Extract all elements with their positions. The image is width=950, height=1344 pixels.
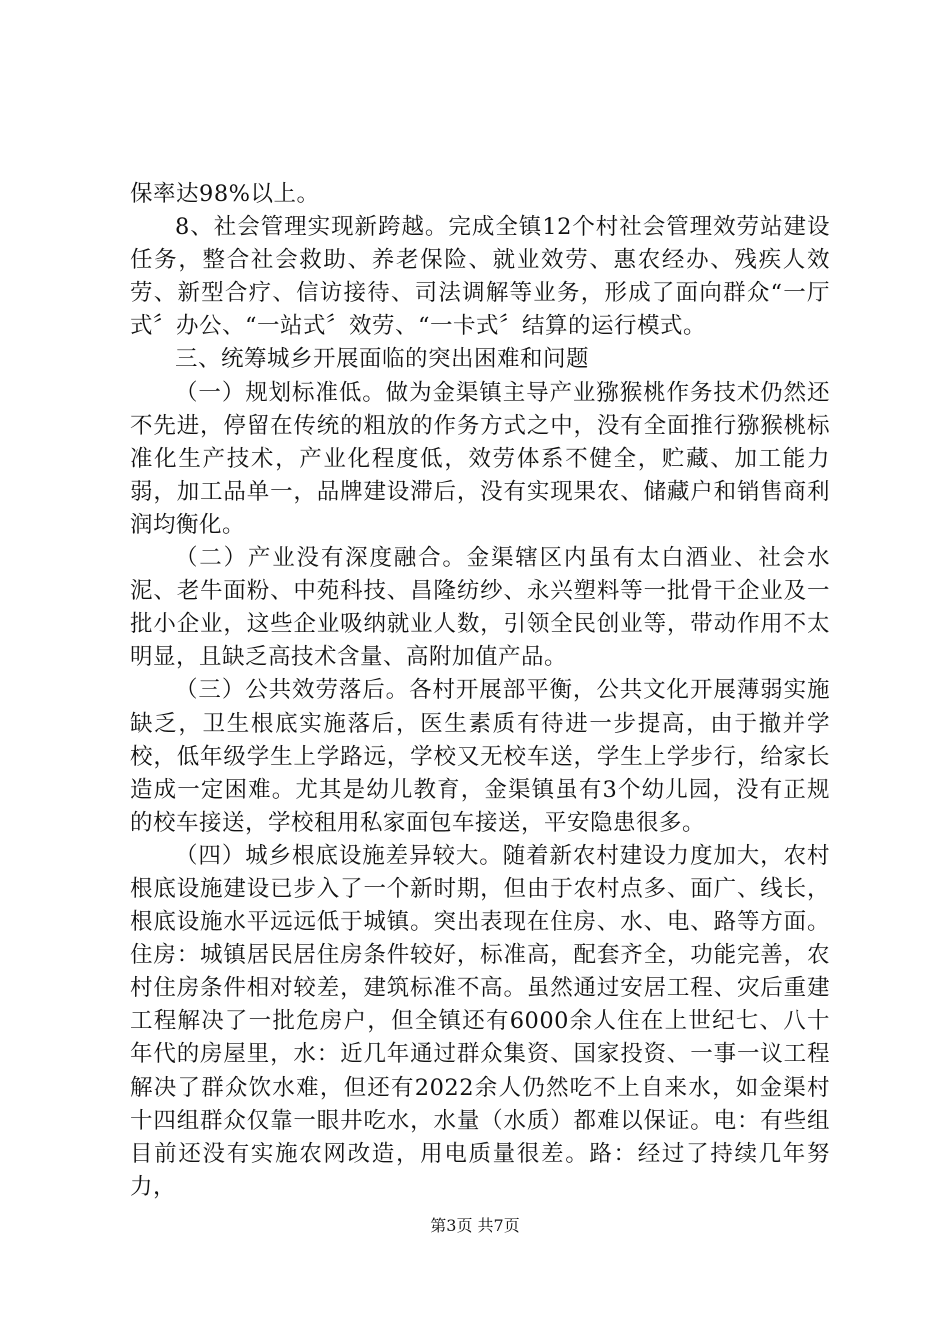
paragraph-issue-4: （四）城乡根底设施差异较大。随着新农村建设力度加大，农村根底设施建设已步入了一个新时期，但由于农村点多、面广、线长，根底设施水平远远低于城镇。突出表现在住房、水、电、路等方面。住房：城镇居民居住房条件较好，标准高，配套齐全，功能完善，农村住房条件相对较差，建筑标准不高。虽然通过安居工程、灾后重建工程解决了一批危房户，但全镇还有6000余人住在上世纪七、八十年代的房屋里，水：近几年通过群众集资、国家投资、一事一议工程解决了群众饮水难，但还有2022余人仍然吃不上自来水，如金渠村十四组群众仅靠一眼井吃水，水量（水质）都难以保证。电：有些组目前还没有实施农网改造，用电质量很差。路：经过了持续几年努力， bbox=[130, 842, 830, 1200]
paragraph-item-8: 8、社会管理实现新跨越。完成全镇12个村社会管理效劳站建设任务，整合社会救助、养老保险、就业效劳、惠农经办、残疾人效劳、新型合疗、信访接待、司法调解等业务，形成了面向群众“一厅式〞办公、“一站式〞效劳、“一卡式〞结算的运行模式。 bbox=[130, 214, 830, 340]
paragraph-continuation: 保率达98%以上。 bbox=[130, 181, 320, 207]
section-heading-3: 三、统筹城乡开展面临的突出困难和问题 bbox=[175, 346, 590, 373]
paragraph-issue-1: （一）规划标准低。做为金渠镇主导产业猕猴桃作务技术仍然还不先进，停留在传统的粗放的作务方式之中，没有全面推行猕猴桃标准化生产技术，产业化程度低，效劳体系不健全，贮藏、加工能力弱，加工品单一，品牌建设滞后，没有实现果农、储藏户和销售商利润均衡化。 bbox=[130, 379, 830, 538]
paragraph-issue-2: （二）产业没有深度融合。金渠辖区内虽有太白酒业、社会水泥、老牛面粉、中苑科技、昌隆纺纱、永兴塑料等一批骨干企业及一批小企业，这些企业吸纳就业人数，引领全民创业等，带动作用不太明显，且缺乏高技术含量、高附加值产品。 bbox=[130, 545, 830, 671]
document-body bbox=[130, 178, 830, 1204]
paragraph-issue-3: （三）公共效劳落后。各村开展部平衡，公共文化开展薄弱实施缺乏，卫生根底实施落后，医生素质有待进一步提高，由于撤并学校，低年级学生上学路远，学校又无校车送，学生上学步行，给家长造成一定困难。尤其是幼儿教育，金渠镇虽有3个幼儿园，没有正规的校车接送，学校租用私家面包车接送，平安隐患很多。 bbox=[130, 677, 830, 836]
page-number-footer: 第3页 共7页 bbox=[430, 1216, 520, 1235]
